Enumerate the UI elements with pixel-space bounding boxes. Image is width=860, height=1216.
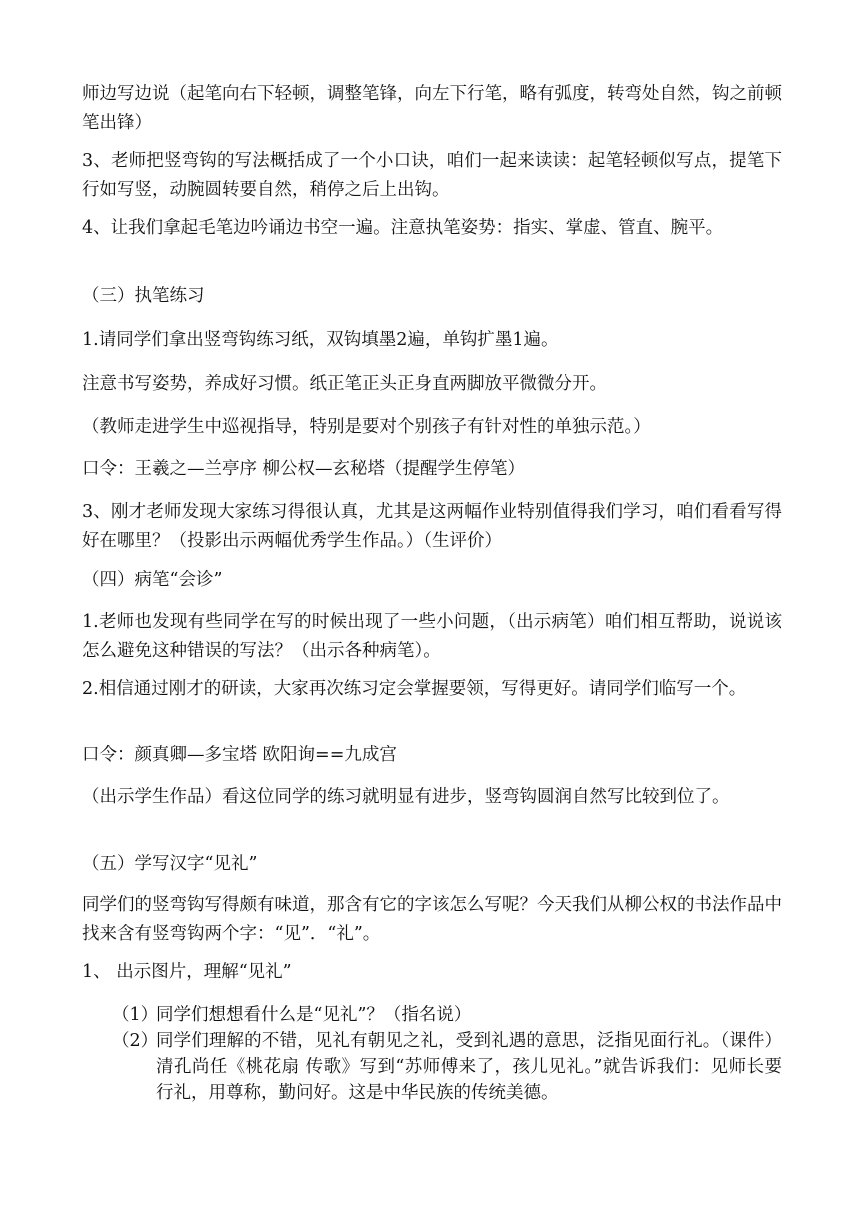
- sub-list-text: 同学们想想看什么是“见礼”？（指名说）: [156, 1005, 472, 1025]
- sub-list-item: [112, 1002, 782, 1028]
- paragraph-jianli-intro: 同学们的竖弯钩写得颇有味道，那含有它的字该怎么写呢？今天我们从柳公权的书法作品中找来含有竖弯钩两个字：“见”．“礼”。: [82, 895, 782, 944]
- paragraph-air-writing: 4、让我们拿起毛笔边吟诵边书空一遍。注意执笔姿势：指实、掌虚、管直、腕平。: [82, 218, 724, 238]
- paragraph-command-1: 口令：王羲之—兰亭序 柳公权—玄秘塔（提醒学生停笔）: [82, 459, 526, 479]
- section-heading-5: （五）学写汉字“见礼”: [82, 854, 258, 874]
- sub-list-number: （2）: [112, 1031, 159, 1051]
- paragraph-practice-paper: 1.请同学们拿出竖弯钩练习纸，双钩填墨2遍，单钩扩墨1遍。: [82, 330, 559, 350]
- sub-list-item: [112, 1028, 782, 1106]
- section-heading-3: （三）执笔练习: [82, 286, 205, 306]
- paragraph-copy-again: 2.相信通过刚才的研读，大家再次练习定会掌握要领，写得更好。请同学们临写一个。: [82, 679, 747, 699]
- paragraph-teacher-demo: 师边写边说（起笔向右下轻顿，调整笔锋，向左下行笔，略有弧度，转弯处自然，钩之前顿笔出锋）: [82, 84, 782, 133]
- list-item-1: 1、 出示图片，理解“见礼”: [82, 962, 292, 982]
- paragraph-posture: 注意书写姿势，养成好习惯。纸正笔正头正身直两脚放平微微分开。: [82, 374, 607, 394]
- paragraph-teacher-guidance: （教师走进学生中巡视指导，特别是要对个别孩子有针对性的单独示范。）: [82, 417, 651, 437]
- sub-list-text: 同学们理解的不错，见礼有朝见之礼，受到礼遇的意思，泛指见面行礼。（课件）清孔尚任《桃花扇 传歌》写到“苏师傅来了，孩儿见礼。”就告诉我们：见师长要行礼，用尊称，勤问好。这是中华民族的传统美德。: [156, 1031, 782, 1103]
- paragraph-mnemonic: 3、老师把竖弯钩的写法概括成了一个小口诀，咱们一起来读读：起笔轻顿似写点，提笔下行如写竖，动腕圆转要自然，稍停之后上出钩。: [82, 151, 782, 200]
- paragraph-student-works: 3、刚才老师发现大家练习得很认真，尤其是这两幅作业特别值得我们学习，咱们看看写得好在哪里？（投影出示两幅优秀学生作品。）（生评价）: [82, 502, 782, 551]
- paragraph-command-2: 口令：颜真卿—多宝塔 欧阳询==九成宫: [82, 745, 397, 765]
- paragraph-problem-strokes: 1.老师也发现有些同学在写的时候出现了一些小问题，（出示病笔）咱们相互帮助，说说该怎么避免这种错误的写法？（出示各种病笔）。: [82, 612, 782, 661]
- sub-list: [112, 1002, 782, 1106]
- section-heading-4: （四）病笔“会诊”: [82, 570, 223, 590]
- sub-list-number: （1）: [112, 1005, 159, 1025]
- paragraph-student-progress: （出示学生作品）看这位同学的练习就明显有进步，竖弯钩圆润自然写比较到位了。: [82, 787, 730, 807]
